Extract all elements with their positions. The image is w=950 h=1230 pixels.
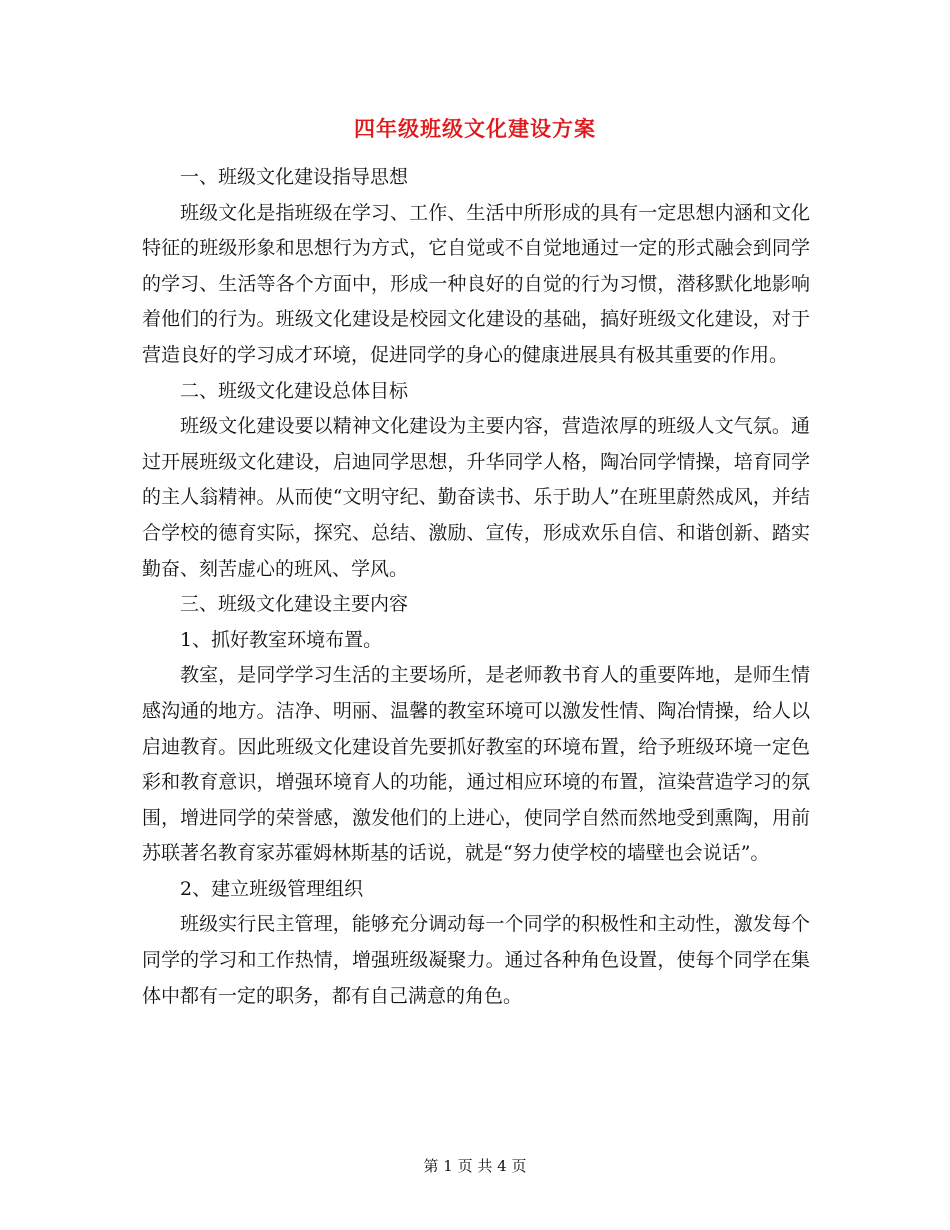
paragraph-1: 班级文化是指班级在学习、工作、生活中所形成的具有一定思想内涵和文化特征的班级形象和思想行为方式，它自觉或不自觉地通过一定的形式融会到同学的学习、生活等各个方面中，形成一种良好的自觉的行为习惯，潜移默化地影响着他们的行为。班级文化建设是校园文化建设的基础，搞好班级文化建设，对于营造良好的学习成才环境，促进同学的身心的健康进展具有极其重要的作用。 — [142, 201, 810, 366]
document-body — [142, 160, 810, 1014]
subsection-heading-1: 1、抓好教室环境布置。 — [180, 628, 383, 651]
section-heading-3: 三、班级文化建设主要内容 — [180, 593, 409, 616]
subsection-heading-2: 2、建立班级管理组织 — [180, 877, 364, 900]
paragraph-2: 班级文化建设要以精神文化建设为主要内容，营造浓厚的班级人文气氛。通过开展班级文化建设，启迪同学思想，升华同学人格，陶冶同学情操，培育同学的主人翁精神。从而使“文明守纪、勤奋读书、乐于助人”在班里蔚然成风，并结合学校的德育实际，探究、总结、激励、宣传，形成欢乐自信、和谐创新、踏实勤奋、刻苦虚心的班风、学风。 — [142, 415, 810, 580]
section-heading-2: 二、班级文化建设总体目标 — [180, 379, 409, 402]
page-footer: 第 1 页 共 4 页 — [423, 1157, 527, 1175]
section-heading-1: 一、班级文化建设指导思想 — [180, 166, 409, 188]
paragraph-3: 教室，是同学学习生活的主要场所，是老师教书育人的重要阵地，是师生情感沟通的地方。洁净、明丽、温馨的教室环境可以激发性情、陶冶情操，给人以启迪教育。因此班级文化建设首先要抓好教室的环境布置，给予班级环境一定色彩和教育意识，增强环境育人的功能，通过相应环境的布置，渲染营造学习的氛围，增进同学的荣誉感，激发他们的上进心，使同学自然而然地受到熏陶，用前苏联著名教育家苏霍姆林斯基的话说，就是“努力使学校的墙壁也会说话”。 — [142, 664, 810, 865]
paragraph-4: 班级实行民主管理，能够充分调动每一个同学的积极性和主动性，激发每个同学的学习和工作热情，增强班级凝聚力。通过各种角色设置，使每个同学在集体中都有一定的职务，都有自己满意的角色。 — [142, 913, 810, 1007]
document-title: 四年级班级文化建设方案 — [354, 117, 596, 141]
